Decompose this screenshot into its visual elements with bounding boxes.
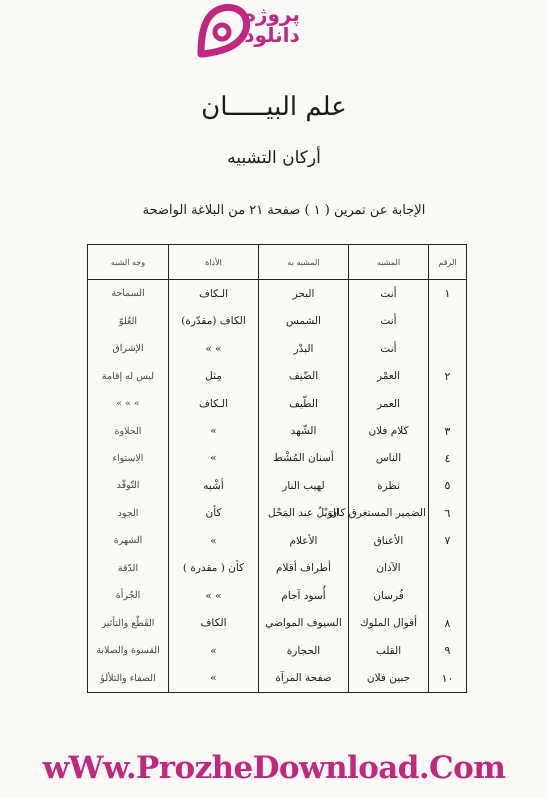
table-row	[88, 445, 467, 472]
cell-mushabbah-bih: الطّيف	[259, 390, 349, 417]
cell-adah: »	[169, 417, 259, 444]
table-row	[88, 417, 467, 444]
cell-mushabbah-bih: البحر	[259, 280, 349, 308]
cell-mushabbah-bih: الحجارة	[259, 637, 349, 664]
table-row	[88, 335, 467, 362]
cell-mushabbah-bih: الوَبْلُ عند المَحْل	[259, 500, 349, 527]
cell-mushabbah-bih: الشّهد	[259, 417, 349, 444]
cell-adah: » »	[169, 335, 259, 362]
cell-wajh: الاستواء	[112, 452, 144, 464]
table-row	[88, 527, 467, 554]
table-row	[88, 582, 467, 609]
cell-wajh: الإشراق	[112, 343, 144, 355]
cell-mushabbah: الأعناق	[349, 527, 429, 554]
watermark-logo-text	[232, 4, 312, 46]
cell-wajh: ليس له إقامة	[101, 370, 155, 382]
cell-mushabbah: الضمير المستغرق كان	[349, 500, 429, 527]
cell-num: ١	[429, 280, 467, 308]
cell-mushabbah: فُرسان	[349, 582, 429, 609]
cell-wajh: العُلوّ	[118, 315, 138, 327]
cell-mushabbah: كلام فلان	[349, 417, 429, 444]
cell-wajh: التّوقّد	[116, 480, 140, 492]
cell-mushabbah-bih: البدْر	[259, 335, 349, 362]
cell-mushabbah-bih: لهيب النار	[259, 472, 349, 499]
cell-mushabbah: القلب	[349, 637, 429, 664]
watermark-logo-line1: پروژه	[244, 2, 300, 26]
cell-num	[429, 335, 467, 362]
cell-num	[429, 555, 467, 582]
cell-wajh: الصفاء والتلألؤ	[100, 672, 156, 684]
cell-adah: الكاف	[169, 609, 259, 636]
table-row	[88, 472, 467, 499]
cell-num: ٩	[429, 637, 467, 664]
cell-num: ٧	[429, 527, 467, 554]
cell-adah: »	[169, 637, 259, 664]
page-subtitle: أركان التشبيه	[227, 148, 321, 168]
cell-wajh: الشهرة	[113, 535, 143, 547]
cell-mushabbah: جبين فلان	[349, 664, 429, 692]
cell-mushabbah: أنت	[349, 307, 429, 334]
cell-mushabbah-bih: السيوف المواضي	[259, 609, 349, 636]
cell-wajh: » » »	[116, 398, 140, 410]
cell-mushabbah: العمْر	[349, 362, 429, 389]
cell-wajh: الجُرأة	[115, 590, 141, 602]
cell-mushabbah-bih: الضّيف	[259, 362, 349, 389]
cell-num: ٨	[429, 609, 467, 636]
page-title: علم البيـــــان	[201, 92, 347, 122]
cell-mushabbah: الناس	[349, 445, 429, 472]
cell-mushabbah: أنت	[349, 335, 429, 362]
answers-table	[87, 244, 467, 693]
cell-mushabbah-bih: الأعلام	[259, 527, 349, 554]
cell-adah: الـكاف	[169, 280, 259, 308]
cell-num: ١٠	[429, 664, 467, 692]
cell-adah: » »	[169, 582, 259, 609]
table-row	[88, 280, 467, 308]
watermark-logo-line2: دانلود	[244, 23, 300, 47]
cell-mushabbah-bih: أُسود آجام	[259, 582, 349, 609]
table-row	[88, 500, 467, 527]
cell-adah: الـكاف	[169, 390, 259, 417]
watermark-footer-url: wWw.ProzheDownload.Com	[42, 750, 506, 786]
cell-wajh: القسوة والصلابة	[96, 645, 160, 657]
cell-wajh: الدّقة	[117, 562, 139, 574]
table-row	[88, 307, 467, 334]
cell-adah: كأن ( مقدرة )	[169, 555, 259, 582]
header-adah: الأداة	[169, 245, 259, 280]
cell-num	[429, 307, 467, 334]
cell-adah: كأن	[169, 500, 259, 527]
cell-mushabbah: العمر	[349, 390, 429, 417]
cell-mushabbah: أنت	[349, 280, 429, 308]
cell-mushabbah-bih: أسنان المُشْط	[259, 445, 349, 472]
table-row	[88, 555, 467, 582]
table-body	[88, 280, 467, 693]
cell-mushabbah: أقوال الملوك	[349, 609, 429, 636]
cell-adah: »	[169, 664, 259, 692]
table-row	[88, 609, 467, 636]
cell-wajh: الحلاوة	[114, 425, 142, 437]
cell-mushabbah: نظرة	[349, 472, 429, 499]
cell-adah: أشْبه	[169, 472, 259, 499]
cell-mushabbah-bih: صفحة المرآة	[259, 664, 349, 692]
cell-num	[429, 582, 467, 609]
cell-num: ٥	[429, 472, 467, 499]
cell-adah: مِثل	[169, 362, 259, 389]
cell-mushabbah-bih: أطراف أقلام	[259, 555, 349, 582]
cell-num	[429, 390, 467, 417]
header-mushabbah: المشبه	[349, 245, 429, 280]
header-wajh: وجه الشبه	[88, 245, 169, 280]
cell-num: ٤	[429, 445, 467, 472]
cell-mushabbah-bih: الشمس	[259, 307, 349, 334]
exercise-heading: الإجابة عن تمرين ( ١ ) صفحة ٢١ من البلاغة الواضحة	[142, 203, 426, 218]
cell-num: ٦	[429, 500, 467, 527]
cell-wajh: السماحة	[111, 288, 145, 300]
table-row	[88, 637, 467, 664]
table-row	[88, 362, 467, 389]
cell-adah: الكاف (مقدّرة)	[169, 307, 259, 334]
cell-mushabbah: الآذان	[349, 555, 429, 582]
cell-num: ٣	[429, 417, 467, 444]
cell-num: ٢	[429, 362, 467, 389]
cell-adah: »	[169, 527, 259, 554]
cell-adah: »	[169, 445, 259, 472]
table-header-row	[88, 245, 467, 280]
cell-wajh: الجود	[117, 507, 139, 519]
table-row	[88, 664, 467, 692]
table-row	[88, 390, 467, 417]
header-num: الرقم	[429, 245, 467, 280]
header-mushabbah-bih: المشبه به	[259, 245, 349, 280]
cell-wajh: القَطْع والتأثير	[101, 617, 155, 629]
